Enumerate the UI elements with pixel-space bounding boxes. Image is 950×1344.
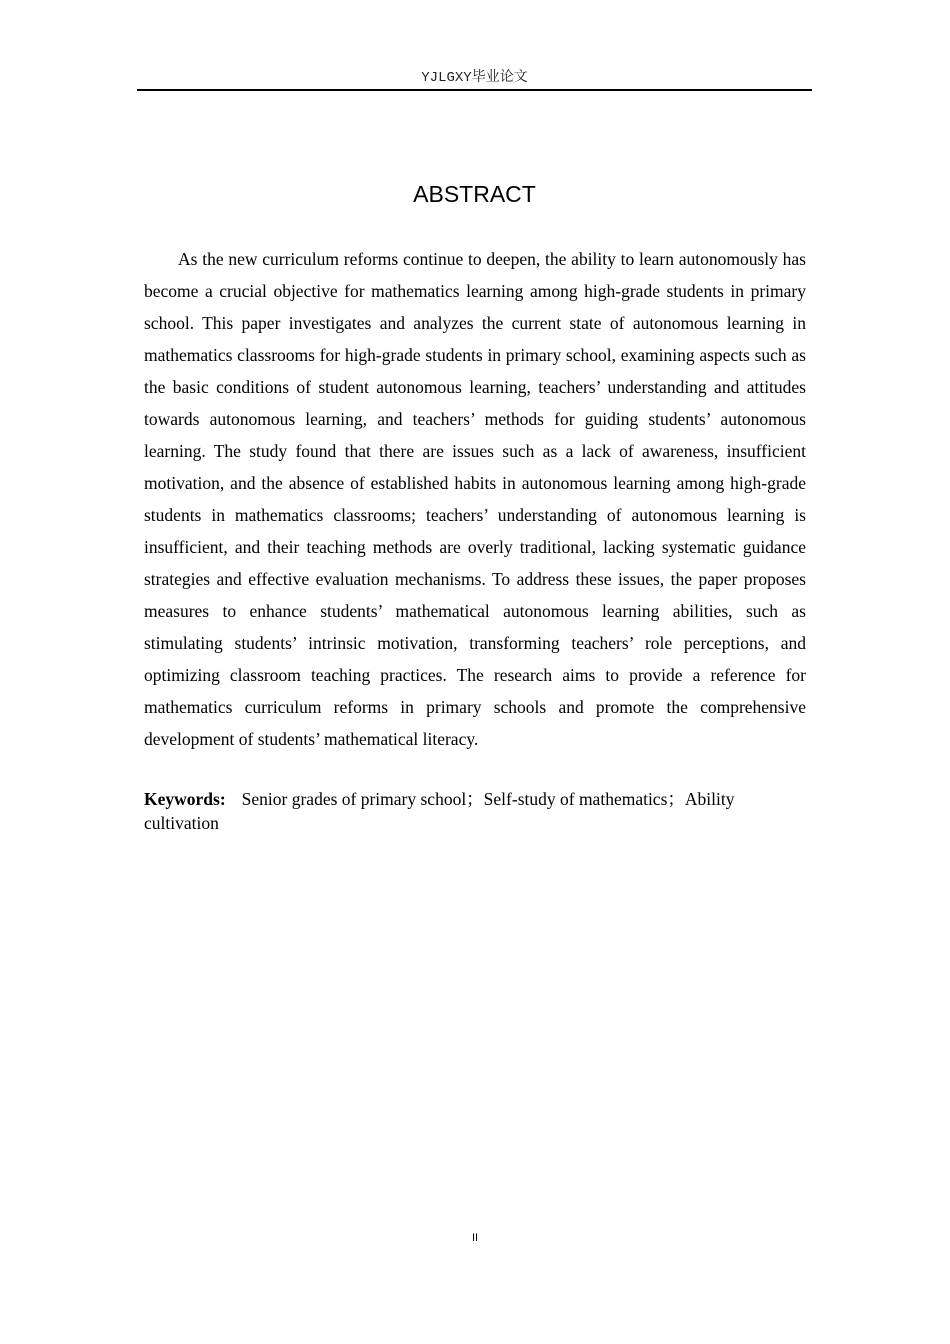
- keywords-text: Senior grades of primary school；Self-study of mathematics；Ability cultivation: [144, 789, 735, 833]
- header-rule: [137, 89, 812, 91]
- abstract-body: As the new curriculum reforms continue to deepen, the ability to learn autonomously has become a crucial objective for mathematics learning among high-grade students in primary school. This paper investigates and analyzes the current state of autonomous learning in mathematics classrooms for high-grade students in primary school, examining aspects such as the basic conditions of student autonomous learning, teachers’ understanding and attitudes towards autonomous learning, and teachers’ methods for guiding students’ autonomous learning. The study found that there are issues such as a lack of awareness, insufficient motivation, and the absence of established habits in autonomous learning among high-grade students in mathematics classrooms; teachers’ understanding of autonomous learning is insufficient, and their teaching methods are overly traditional, lacking systematic guidance strategies and effective evaluation mechanisms. To address these issues, the paper proposes measures to enhance students’ mathematical autonomous learning abilities, such as stimulating students’ intrinsic motivation, transforming teachers’ role perceptions, and optimizing classroom teaching practices. The research aims to provide a reference for mathematics curriculum reforms in primary schools and promote the comprehensive development of students’ mathematical literacy.: [144, 249, 806, 749]
- page-number: II: [471, 1232, 479, 1244]
- keywords-line: [144, 787, 806, 835]
- running-header: YJLGXY毕业论文: [421, 70, 528, 86]
- keywords-label: Keywords:: [144, 789, 226, 809]
- abstract-title: ABSTRACT: [413, 181, 536, 207]
